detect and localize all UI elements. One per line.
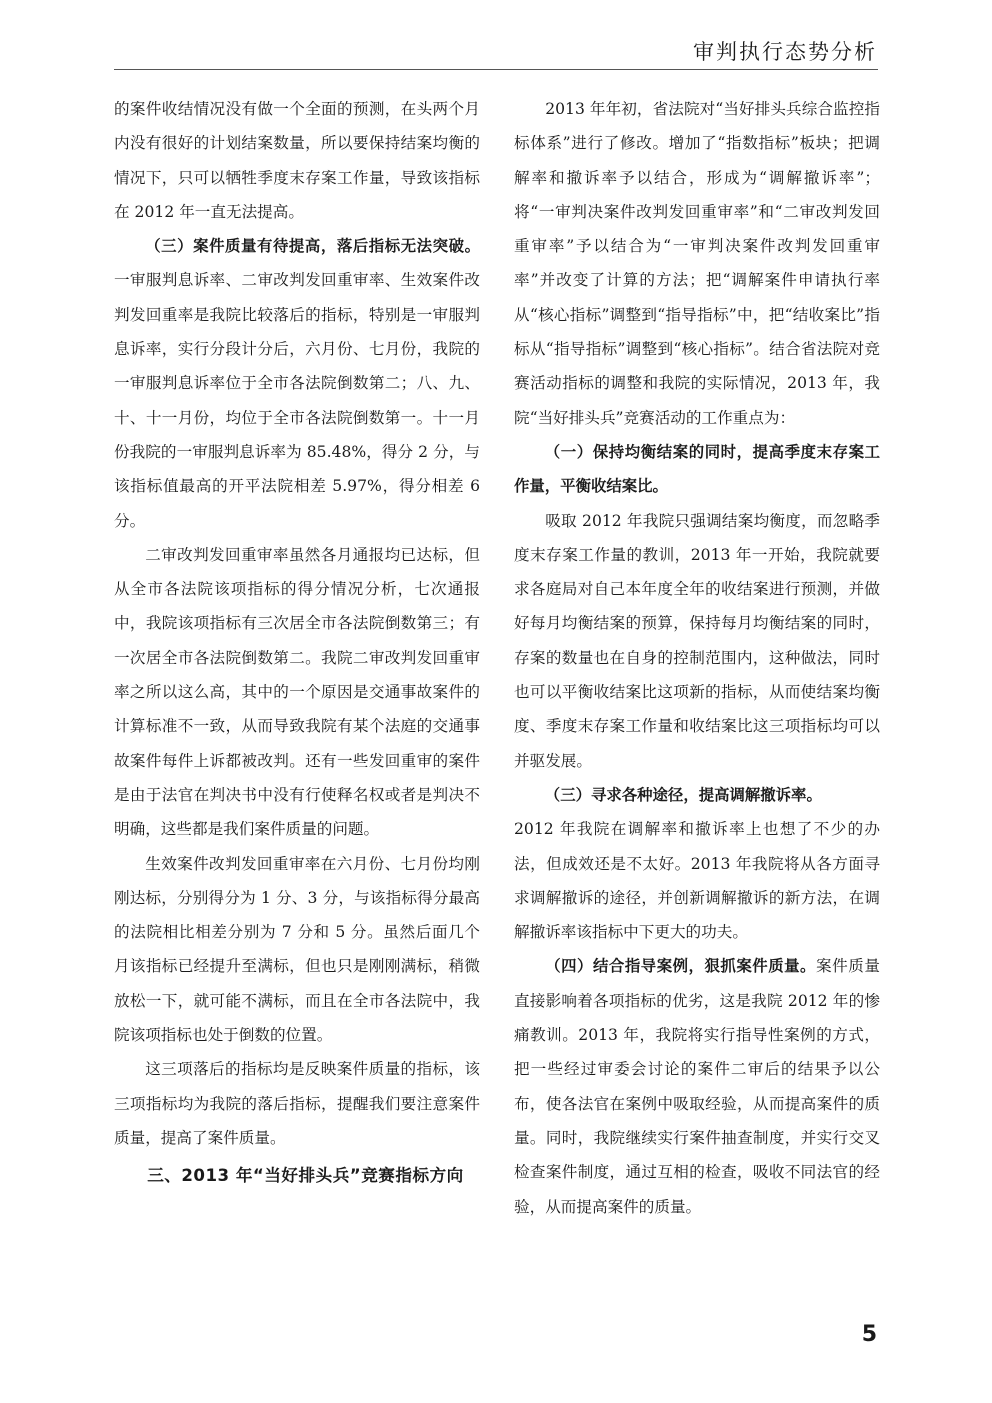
- subsection-heading: （三）寻求各种途径，提高调解撤诉率。: [544, 785, 822, 804]
- right-column: [514, 92, 880, 1224]
- paragraph: 这三项落后的指标均是反映案件质量的指标，该三项指标均为我院的落后指标，提醒我们要注意案件质量，提高了案件质量。: [114, 1060, 480, 1147]
- page-number: 5: [861, 1322, 877, 1347]
- inline-heading: （三）案件质量有待提高，落后指标无法突破。: [145, 237, 480, 256]
- paragraph-with-heading: [114, 229, 480, 538]
- paragraph-body: 一审服判息诉率、二审改判发回重审率、生效案件改判发回重率是我院比较落后的指标，特别是一审服判息诉率，实行分段计分后，六月份、七月份，我院的一审服判息诉率位于全市各法院倒数第二；八、九、十、十一月份，均位于全市各法院倒数第一。十一月份我院的一审服判息诉率为 85.48%，得分 2 分，与该指标值最高的开平法院相差 5.97%，得分相差 6 分。: [114, 271, 480, 530]
- paragraph: 2013 年年初，省法院对“当好排头兵综合监控指标体系”进行了修改。增加了“指数指标”板块；把调解率和撤诉率予以结合，形成为“调解撤诉率”；将“一审判决案件改判发回重审率”和“二审改判发回重审率”予以结合为“一审判决案件改判发回重审率”并改变了计算的方法；把“调解案件申请执行率从“核心指标”调整到“指导指标”中，把“结收案比”指标从“指导指标”调整到“核心指标”。结合省法院对竞赛活动指标的调整和我院的实际情况，2013 年，我院“当好排头兵”竞赛活动的工作重点为：: [514, 100, 880, 427]
- subsection-heading: （一）保持均衡结案的同时，提高季度末存案工作量，平衡收结案比。: [514, 442, 880, 496]
- left-column: [114, 92, 480, 1194]
- section-heading: 三、2013 年“当好排头兵”竞赛指标方向: [147, 1166, 464, 1186]
- header-divider: [114, 69, 878, 70]
- paragraph-body: 案件质量直接影响着各项指标的优劣，这是我院 2012 年的惨痛教训。2013 年，我院将实行指导性案例的方式，把一些经过审委会讨论的案件二审后的结果予以公布，使各法官在案例中吸取经验，从而提高案件的质量。同时，我院继续实行案件抽查制度，并实行交叉检查案件制度，通过互相的检查，吸收不同法官的经验，从而提高案件的质量。: [514, 957, 880, 1216]
- paragraph: 二审改判发回重审率虽然各月通报均已达标，但从全市各法院该项指标的得分情况分析，七次通报中，我院该项指标有三次居全市各法院倒数第三；有一次居全市各法院倒数第二。我院二审改判发回重审率之所以这么高，其中的一个原因是交通事故案件的计算标准不一致，从而导致我院有某个法庭的交通事故案件每件上诉都被改判。还有一些发回重审的案件是由于法官在判决书中没有行使释名权或者是判决不明确，这些都是我们案件质量的问题。: [114, 545, 480, 839]
- paragraph: 2012 年我院在调解率和撤诉率上也想了不少的办法，但成效还是不太好。2013 年我院将从各方面寻求调解撤诉的途径，并创新调解撤诉的新方法，在调解撤诉率该指标中下更大的功夫。: [514, 820, 880, 942]
- running-header-title: 审判执行态势分析: [693, 40, 877, 64]
- paragraph-with-heading: [514, 949, 880, 1223]
- inline-heading: （四）结合指导案例，狠抓案件质量。: [545, 957, 816, 976]
- paragraph: 的案件收结情况没有做一个全面的预测，在头两个月内没有很好的计划结案数量，所以要保持结案均衡的情况下，只可以牺牲季度末存案工作量，导致该指标在 2012 年一直无法提高。: [114, 100, 480, 221]
- paragraph: 生效案件改判发回重审率在六月份、七月份均刚刚达标，分别得分为 1 分、3 分，与该指标得分最高的法院相比相差分别为 7 分和 5 分。虽然后面几个月该指标已经提升至满标，但也只是刚刚满标，稍微放松一下，就可能不满标，而且在全市各法院中，我院该项指标也处于倒数的位置。: [114, 854, 480, 1045]
- paragraph: 吸取 2012 年我院只强调结案均衡度，而忽略季度末存案工作量的教训，2013 年一开始，我院就要求各庭局对自己本年度全年的收结案进行预测，并做好每月均衡结案的预算，保持每月均衡结案的同时，存案的数量也在自身的控制范围内，这种做法，同时也可以平衡收结案比这项新的指标，从而使结案均衡度、季度末存案工作量和收结案比这三项指标均可以并驱发展。: [514, 511, 880, 770]
